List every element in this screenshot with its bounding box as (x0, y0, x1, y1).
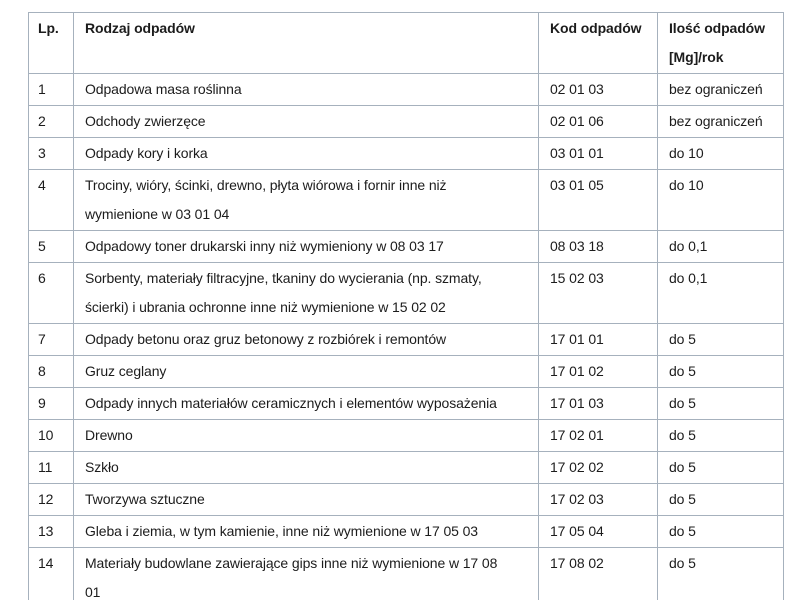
cell-lp: 13 (29, 516, 74, 548)
header-ilosc (658, 13, 784, 74)
cell-rodzaj: Odpady innych materiałów ceramicznych i elementów wyposażenia (74, 388, 539, 420)
cell-lp: 6 (29, 263, 74, 324)
cell-ilosc: do 0,1 (658, 231, 784, 263)
table-row (29, 263, 784, 324)
cell-rodzaj: Tworzywa sztuczne (74, 484, 539, 516)
table-row (29, 420, 784, 452)
cell-ilosc: bez ograniczeń (658, 106, 784, 138)
cell-lp: 4 (29, 170, 74, 231)
cell-kod: 17 08 02 (539, 548, 658, 600)
cell-ilosc: do 5 (658, 388, 784, 420)
table-row (29, 106, 784, 138)
cell-ilosc: do 5 (658, 324, 784, 356)
cell-ilosc: do 0,1 (658, 263, 784, 324)
cell-kod: 17 02 02 (539, 452, 658, 484)
table-row (29, 356, 784, 388)
cell-rodzaj: Drewno (74, 420, 539, 452)
cell-rodzaj-line: Trociny, wióry, ścinki, drewno, płyta wiórowa i fornir inne niż (85, 177, 447, 193)
cell-lp: 11 (29, 452, 74, 484)
cell-kod: 08 03 18 (539, 231, 658, 263)
cell-rodzaj-line: Sorbenty, materiały filtracyjne, tkaniny do wycierania (np. szmaty, (85, 270, 482, 286)
waste-table (28, 12, 784, 600)
cell-ilosc: do 5 (658, 420, 784, 452)
cell-kod: 17 01 02 (539, 356, 658, 388)
table-row (29, 388, 784, 420)
cell-ilosc: do 5 (658, 356, 784, 388)
cell-ilosc: do 10 (658, 170, 784, 231)
cell-rodzaj: Odpady kory i korka (74, 138, 539, 170)
header-kod: Kod odpadów (539, 13, 658, 74)
cell-rodzaj: Szkło (74, 452, 539, 484)
cell-kod: 17 01 03 (539, 388, 658, 420)
cell-kod: 17 01 01 (539, 324, 658, 356)
cell-lp: 1 (29, 74, 74, 106)
table-row (29, 324, 784, 356)
cell-kod: 17 02 03 (539, 484, 658, 516)
cell-ilosc: do 5 (658, 484, 784, 516)
table-row (29, 138, 784, 170)
table-row (29, 516, 784, 548)
cell-rodzaj: Gruz ceglany (74, 356, 539, 388)
table-row (29, 170, 784, 231)
cell-rodzaj: Odchody zwierzęce (74, 106, 539, 138)
cell-lp: 10 (29, 420, 74, 452)
header-rodzaj: Rodzaj odpadów (74, 13, 539, 74)
cell-lp: 2 (29, 106, 74, 138)
cell-ilosc: do 5 (658, 548, 784, 600)
cell-ilosc: do 10 (658, 138, 784, 170)
cell-rodzaj: Odpadowa masa roślinna (74, 74, 539, 106)
cell-ilosc: do 5 (658, 516, 784, 548)
header-ilosc-line1: Ilość odpadów (669, 20, 765, 36)
cell-rodzaj-line: Materiały budowlane zawierające gips inne niż wymienione w 17 08 (85, 555, 498, 571)
cell-rodzaj-line: wymienione w 03 01 04 (85, 206, 230, 222)
cell-rodzaj (74, 263, 539, 324)
table-header-row (29, 13, 784, 74)
cell-rodzaj-line: ścierki) i ubrania ochronne inne niż wymienione w 15 02 02 (85, 299, 446, 315)
header-lp: Lp. (29, 13, 74, 74)
header-ilosc-line2: [Mg]/rok (669, 49, 724, 65)
cell-ilosc: do 5 (658, 452, 784, 484)
cell-lp: 12 (29, 484, 74, 516)
cell-rodzaj (74, 548, 539, 600)
table-row (29, 452, 784, 484)
cell-lp: 14 (29, 548, 74, 600)
cell-rodzaj: Gleba i ziemia, w tym kamienie, inne niż wymienione w 17 05 03 (74, 516, 539, 548)
cell-kod: 03 01 05 (539, 170, 658, 231)
table-row (29, 74, 784, 106)
cell-ilosc: bez ograniczeń (658, 74, 784, 106)
cell-kod: 03 01 01 (539, 138, 658, 170)
cell-rodzaj-line: 01 (85, 584, 101, 600)
cell-rodzaj: Odpadowy toner drukarski inny niż wymieniony w 08 03 17 (74, 231, 539, 263)
cell-kod: 02 01 03 (539, 74, 658, 106)
cell-lp: 7 (29, 324, 74, 356)
cell-rodzaj (74, 170, 539, 231)
cell-kod: 15 02 03 (539, 263, 658, 324)
cell-lp: 5 (29, 231, 74, 263)
table-row (29, 548, 784, 600)
cell-lp: 9 (29, 388, 74, 420)
cell-kod: 02 01 06 (539, 106, 658, 138)
cell-lp: 3 (29, 138, 74, 170)
table-row (29, 231, 784, 263)
table-row (29, 484, 784, 516)
cell-rodzaj: Odpady betonu oraz gruz betonowy z rozbiórek i remontów (74, 324, 539, 356)
cell-lp: 8 (29, 356, 74, 388)
cell-kod: 17 05 04 (539, 516, 658, 548)
cell-kod: 17 02 01 (539, 420, 658, 452)
